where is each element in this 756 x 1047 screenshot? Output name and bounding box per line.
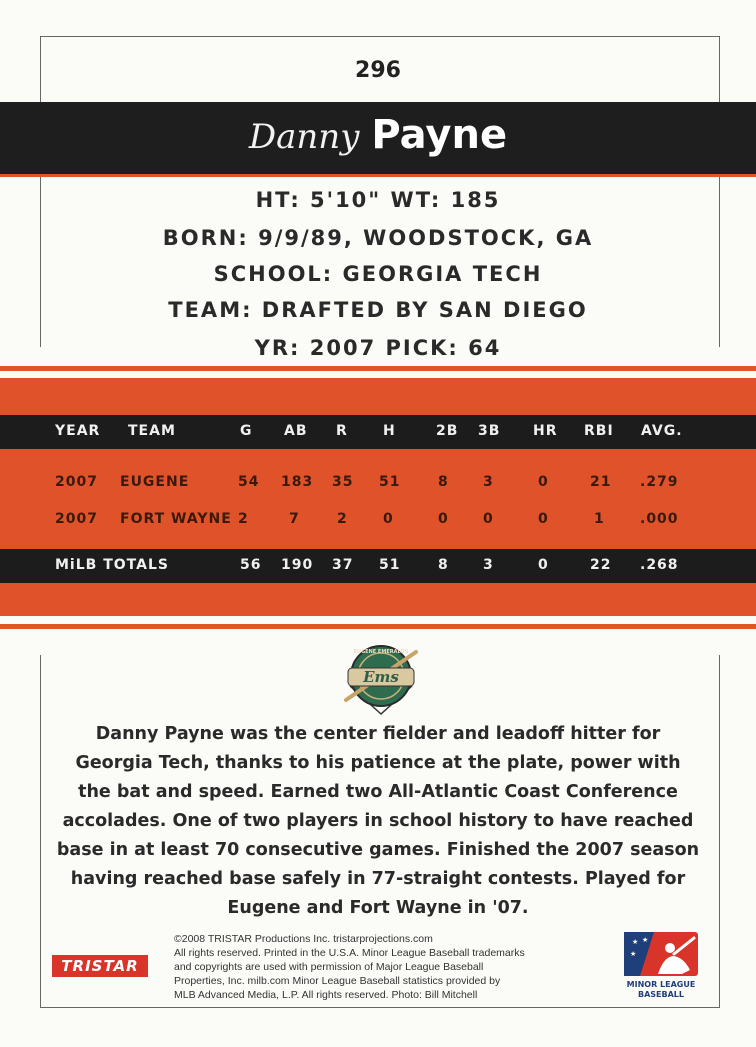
header-hr: HR — [533, 423, 558, 439]
cell-g: 2 — [238, 511, 249, 527]
player-blurb — [50, 720, 706, 923]
name-band — [0, 102, 756, 177]
cell-hr: 0 — [538, 511, 549, 527]
totals-avg: .268 — [640, 557, 679, 573]
stats-header-row — [0, 415, 756, 449]
cell-hr: 0 — [538, 474, 549, 490]
totals-label: MiLB TOTALS — [55, 557, 169, 573]
stats-table — [0, 378, 756, 616]
header-avg: AVG. — [641, 423, 683, 439]
legal-line: MLB Advanced Media, L.P. All rights reserved. Photo: Bill Mitchell — [174, 989, 478, 1001]
stats-totals-row — [0, 549, 756, 583]
milb-logo-icon — [620, 930, 702, 1000]
blurb-line: the bat and speed. Earned two All-Atlantic Coast Conference — [78, 782, 678, 802]
table-row — [0, 503, 756, 537]
milb-line1: MINOR LEAGUE — [626, 980, 696, 989]
player-last-name: Payne — [371, 112, 508, 158]
blurb-line: having reached base safely in 77-straight contests. Played for — [70, 869, 686, 889]
player-name — [0, 112, 756, 158]
totals-g: 56 — [240, 557, 262, 573]
team-logo-icon — [340, 640, 422, 718]
cell-r: 2 — [337, 511, 348, 527]
cell-r: 35 — [332, 474, 354, 490]
table-row — [0, 466, 756, 500]
legal-line: Properties, Inc. milb.com Minor League Baseball statistics provided by — [174, 975, 501, 987]
legal-line: All rights reserved. Printed in the U.S.A. Minor League Baseball trademarks — [174, 947, 525, 959]
header-ab: AB — [284, 423, 308, 439]
cell-ab: 183 — [281, 474, 314, 490]
bio-school: SCHOOL: GEORGIA TECH — [213, 262, 543, 286]
logo-ring-text: EUGENE EMERALDS — [353, 649, 409, 655]
header-h: H — [383, 423, 396, 439]
blurb-line: Georgia Tech, thanks to his patience at the plate, power with — [75, 753, 681, 773]
blurb-line: Danny Payne was the center fielder and leadoff hitter for — [95, 724, 661, 744]
legal-line: ©2008 TRISTAR Productions Inc. tristarprojections.com — [174, 933, 433, 945]
svg-text:★: ★ — [632, 938, 639, 946]
cell-avg: .279 — [640, 474, 679, 490]
cell-team: FORT WAYNE — [120, 511, 232, 527]
legal-line: and copyrights are used with permission of Major League Baseball — [174, 961, 484, 973]
bio-height-weight: HT: 5'10" WT: 185 — [255, 188, 501, 212]
accent-stripe-bottom — [0, 624, 756, 629]
cell-year: 2007 — [55, 511, 98, 527]
blurb-line: accolades. One of two players in school history to have reached — [62, 811, 694, 831]
tristar-logo: TRISTAR — [52, 955, 148, 977]
svg-text:★: ★ — [642, 936, 649, 944]
svg-text:★: ★ — [630, 950, 637, 958]
cell-2b: 0 — [438, 511, 449, 527]
cell-rbi: 21 — [590, 474, 612, 490]
cell-year: 2007 — [55, 474, 98, 490]
totals-2b: 8 — [438, 557, 449, 573]
accent-stripe-top — [0, 366, 756, 371]
bio-draft: YR: 2007 PICK: 64 — [254, 336, 502, 360]
milb-line2: BASEBALL — [638, 990, 684, 999]
cell-ab: 7 — [289, 511, 300, 527]
totals-h: 51 — [379, 557, 401, 573]
header-rbi: RBI — [584, 423, 614, 439]
cell-h: 51 — [379, 474, 401, 490]
cell-avg: .000 — [640, 511, 679, 527]
cell-h: 0 — [383, 511, 394, 527]
player-first-name: Danny — [248, 117, 360, 157]
totals-hr: 0 — [538, 557, 549, 573]
cell-3b: 0 — [483, 511, 494, 527]
blurb-line: Eugene and Fort Wayne in '07. — [227, 898, 529, 918]
cell-rbi: 1 — [594, 511, 605, 527]
totals-rbi: 22 — [590, 557, 612, 573]
header-team: TEAM — [128, 423, 176, 439]
bio-born: BORN: 9/9/89, WOODSTOCK, GA — [162, 226, 594, 250]
legal-text — [174, 932, 604, 1002]
cell-g: 54 — [238, 474, 260, 490]
header-g: G — [240, 423, 253, 439]
totals-r: 37 — [332, 557, 354, 573]
header-r: R — [336, 423, 348, 439]
header-3b: 3B — [478, 423, 501, 439]
cell-team: EUGENE — [120, 474, 190, 490]
card-number: 296 — [355, 58, 401, 83]
header-2b: 2B — [436, 423, 459, 439]
totals-3b: 3 — [483, 557, 494, 573]
blurb-line: base in at least 70 consecutive games. Finished the 2007 season — [56, 840, 700, 860]
bio-team: TEAM: DRAFTED BY SAN DIEGO — [168, 298, 588, 322]
totals-ab: 190 — [281, 557, 314, 573]
logo-team-text: Ems — [363, 668, 399, 686]
cell-2b: 8 — [438, 474, 449, 490]
header-year: YEAR — [55, 423, 101, 439]
cell-3b: 3 — [483, 474, 494, 490]
